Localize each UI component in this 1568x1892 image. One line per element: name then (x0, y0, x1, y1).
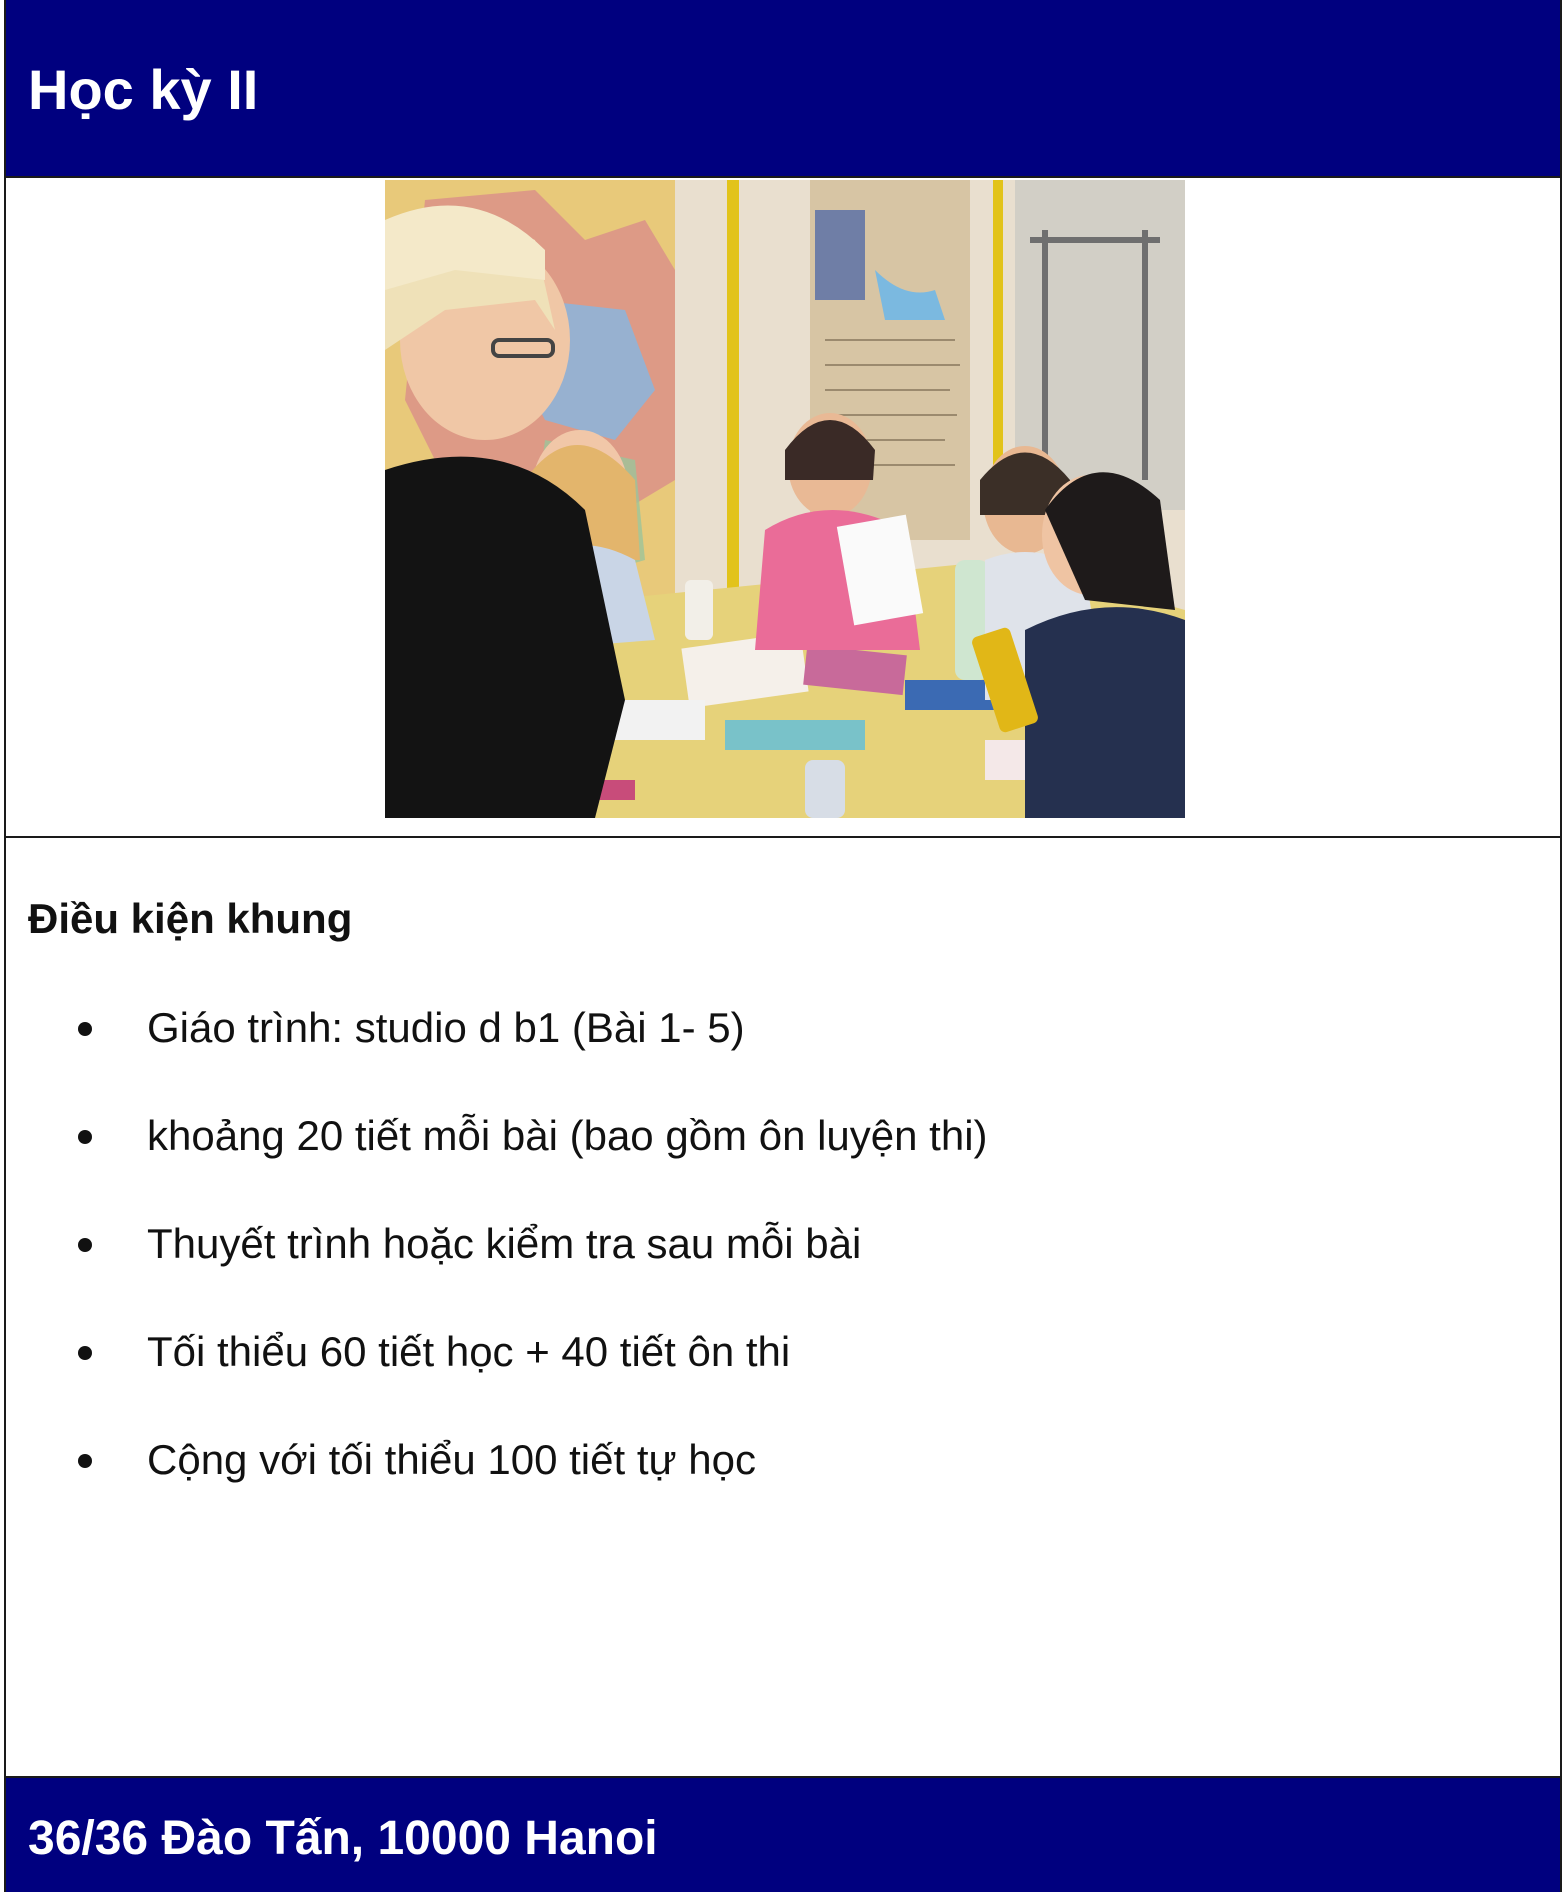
bullet-icon (78, 1454, 92, 1468)
bullet-icon (78, 1130, 92, 1144)
section-heading: Điều kiện khung (28, 895, 353, 942)
list-item-text: Cộng với tối thiểu 100 tiết tự học (147, 1436, 756, 1483)
list-item-text: Tối thiểu 60 tiết học + 40 tiết ôn thi (147, 1328, 791, 1375)
page-title: Học kỳ II (28, 58, 259, 121)
list-item-text: khoảng 20 tiết mỗi bài (bao gồm ôn luyện thi) (147, 1112, 988, 1159)
classroom-photo-illustration (385, 180, 1185, 818)
bullet-icon (78, 1022, 92, 1036)
bullet-icon (78, 1346, 92, 1360)
list-item-text: Giáo trình: studio d b1 (Bài 1- 5) (147, 1004, 745, 1051)
footer-band (6, 1776, 1560, 1892)
header-band (6, 0, 1560, 178)
slide-page (4, 0, 1562, 1892)
footer-address: 36/36 Đào Tấn, 10000 Hanoi (28, 1812, 658, 1865)
classroom-photo (385, 180, 1185, 818)
bullet-icon (78, 1238, 92, 1252)
list-item-text: Thuyết trình hoặc kiểm tra sau mỗi bài (147, 1220, 862, 1267)
section-divider (6, 836, 1560, 838)
